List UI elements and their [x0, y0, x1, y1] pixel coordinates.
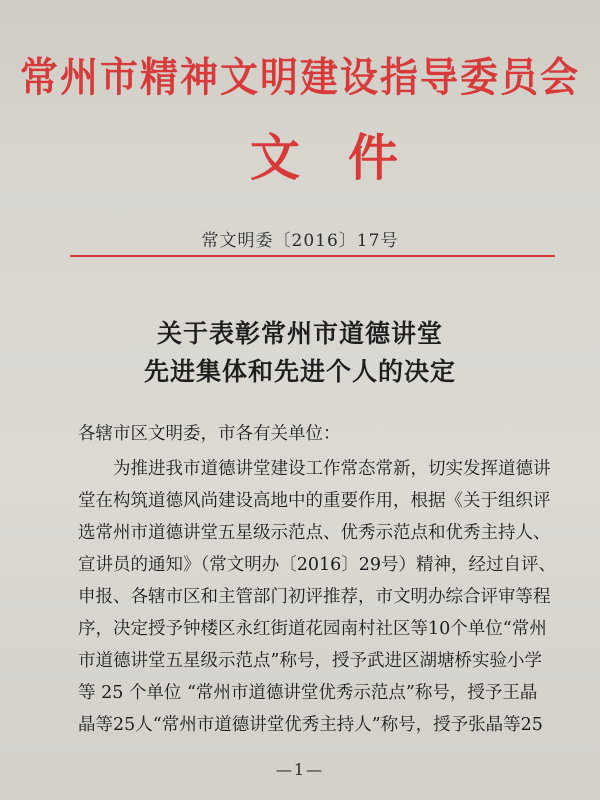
document-number: 常文明委〔2016〕17号 — [201, 231, 399, 251]
body-line: 晶等25人“常州市道德讲堂优秀主持人”称号，授予张晶等25 — [78, 715, 543, 735]
body-line: 申报、各辖市区和主管部门初评推荐，市文明办综合评审等程 — [78, 587, 551, 607]
document-title-line-2: 先进集体和先进个人的决定 — [143, 357, 456, 386]
body-line: 市道德讲堂五星级示范点”称号，授予武进区湖塘桥实验小学 — [78, 651, 542, 671]
body-line: 等 25 个单位 “常州市道德讲堂优秀示范点”称号，授予王晶 — [78, 683, 538, 703]
salutation: 各辖市区文明委，市各有关单位： — [78, 424, 341, 444]
document-type: 文件 — [250, 129, 446, 187]
body-line: 序，决定授予钟楼区永红街道花园南村社区等10个单位“常州 — [78, 619, 547, 639]
body-line: 选常州市道德讲堂五星级示范点、优秀示范点和优秀主持人、 — [78, 523, 551, 543]
issuing-organization: 常州市精神文明建设指导委员会 — [19, 53, 580, 101]
body-line: 堂在构筑道德风尚建设高地中的重要作用，根据《关于组织评 — [78, 491, 551, 511]
page-number: —1— — [275, 760, 325, 779]
header-divider — [70, 255, 555, 257]
body-line: 为推进我市道德讲堂建设工作常态常新，切实发挥道德讲 — [78, 459, 551, 479]
document-title-line-1: 关于表彰常州市道德讲堂 — [156, 319, 443, 348]
body-line: 宣讲员的通知》（常文明办〔2016〕29号）精神，经过自评、 — [78, 555, 557, 575]
